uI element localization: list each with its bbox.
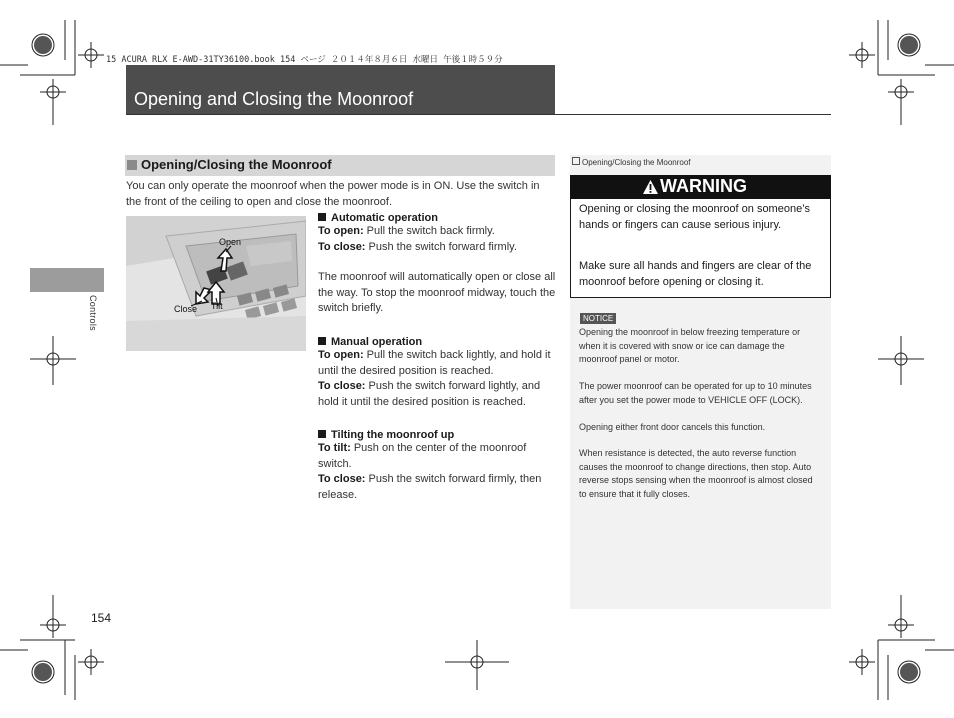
section-square-icon (127, 160, 137, 170)
manual-heading: Manual operation (318, 336, 556, 348)
warning-paragraph-1: Opening or closing the moonroof on someone’s hands or fingers can cause serious injury. (579, 203, 810, 231)
page-number: 154 (91, 611, 112, 625)
label-close: Close (174, 304, 198, 314)
automatic-operation-block (318, 212, 556, 317)
tilting-block (318, 429, 556, 503)
moonroof-switch-illustration (126, 216, 306, 351)
page-title: Opening and Closing the Moonroof (134, 89, 414, 109)
manual-operation-block (318, 336, 556, 410)
tilting-heading: Tilting the moonroof up (318, 429, 556, 441)
section-tab (30, 268, 104, 292)
label-tilt: Tilt (211, 301, 223, 311)
print-file-info: 15 ACURA RLX E-AWD-31TY36100.book 154 ページ ２０１４年８月６日 水曜日 午後１時５９分 (106, 55, 503, 65)
section-title: Opening/Closing the Moonroof (141, 157, 332, 172)
automatic-note: The moonroof will automatically open or close all the way. To stop the moonroof midway, touch the switch briefly. (318, 271, 556, 314)
bullet-square-icon (318, 337, 326, 345)
label-open: Open (219, 237, 242, 247)
warning-triangle-icon (642, 179, 659, 195)
bullet-square-icon (318, 430, 326, 438)
automatic-open-line: To open: Pull the switch back firmly. (318, 225, 495, 237)
reference-icon (572, 157, 580, 165)
warning-paragraph-2: Make sure all hands and fingers are clear of the moonroof before opening or closing it. (579, 260, 812, 288)
tilting-close-line: To close: Push the switch forward firmly, then release. (318, 473, 542, 501)
automatic-close-line: To close: Push the switch forward firmly. (318, 240, 517, 253)
sidebar-reference: Opening/Closing the Moonroof (572, 157, 691, 167)
automatic-heading: Automatic operation (318, 212, 556, 224)
sidebar-paragraph-1: The power moonroof can be operated for up to 10 minutes after you set the power mode to VEHICLE OFF (LOCK). (579, 381, 812, 405)
tilting-tilt-line: To tilt: Push on the center of the moonroof switch. (318, 442, 527, 470)
notice-text: Opening the moonroof in below freezing temperature or when it is covered with snow or ice can damage the moonroof panel or motor. (579, 327, 801, 365)
bullet-square-icon (318, 213, 326, 221)
side-tab-label: Controls (88, 295, 98, 331)
intro-paragraph: You can only operate the moonroof when the power mode is in ON. Use the switch in the front of the ceiling to open and close the moonroof. (126, 180, 540, 208)
sidebar-paragraph-2: Opening either front door cancels this function. (579, 422, 766, 432)
manual-open-line: To open: Pull the switch back lightly, and hold it until the desired position is reached. (318, 349, 551, 377)
sidebar-paragraph-3: When resistance is detected, the auto reverse function causes the moonroof to change directions, then stop. Auto reverse stops sensing when the moonroof is almost closed to ensure that it fully closes. (579, 448, 813, 499)
warning-title: WARNING (660, 176, 747, 196)
notice-badge: NOTICE (580, 313, 616, 324)
title-rule (126, 114, 831, 115)
manual-close-line: To close: Push the switch forward lightly, and hold it until the desired position is reached. (318, 380, 541, 408)
